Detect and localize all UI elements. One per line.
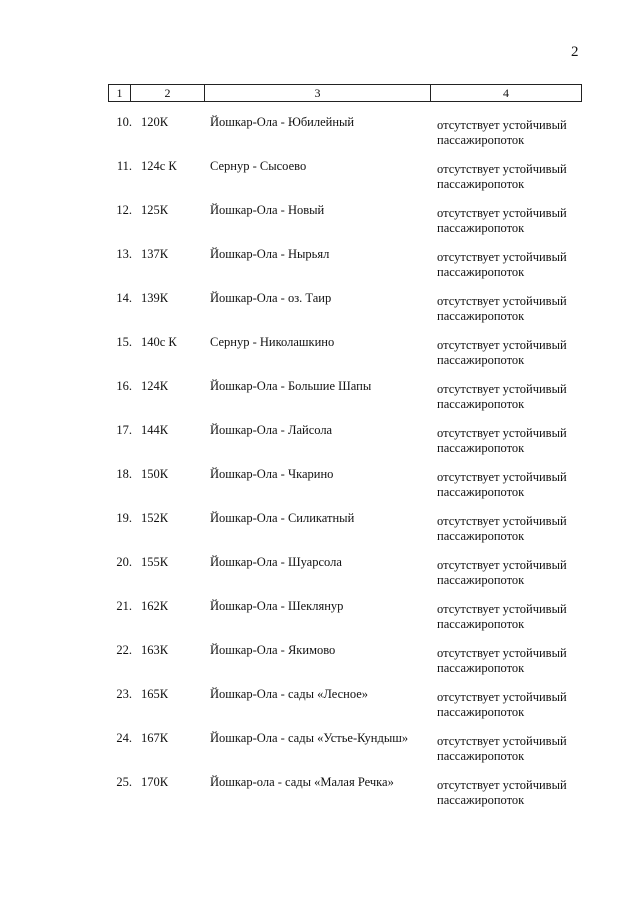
- route-status: отсутствует устойчивый пассажиропоток: [437, 734, 567, 763]
- row-number: 18.: [116, 467, 132, 481]
- table-header: [108, 84, 582, 102]
- route-name: Йошкар-Ола - Юбилейный: [210, 115, 355, 129]
- route-status: отсутствует устойчивый пассажиропоток: [437, 338, 567, 367]
- page-number: 2: [571, 44, 579, 60]
- route-status: отсутствует устойчивый пассажиропоток: [437, 690, 567, 719]
- route-code: 170К: [141, 775, 169, 789]
- route-code: 165К: [141, 687, 169, 701]
- route-name: Йошкар-Ола - сады «Лесное»: [210, 687, 369, 701]
- route-status: отсутствует устойчивый пассажиропоток: [437, 778, 567, 807]
- route-status: отсутствует устойчивый пассажиропоток: [437, 602, 567, 631]
- route-name: Сернур - Сысоево: [210, 159, 307, 173]
- route-status: отсутствует устойчивый пассажиропоток: [437, 250, 567, 279]
- route-name: Йошкар-ола - сады «Малая Речка»: [210, 775, 394, 789]
- table-row: [0, 555, 640, 599]
- route-name: Йошкар-Ола - Большие Шапы: [210, 379, 372, 393]
- table-row: [0, 687, 640, 731]
- table-row: [0, 247, 640, 291]
- route-code: 124с К: [141, 159, 177, 173]
- table-row: [0, 335, 640, 379]
- route-code: 137К: [141, 247, 169, 261]
- route-name: Сернур - Николашкино: [210, 335, 335, 349]
- route-status: отсутствует устойчивый пассажиропоток: [437, 382, 567, 411]
- table-row: [0, 379, 640, 423]
- table-row: [0, 775, 640, 819]
- route-status: отсутствует устойчивый пассажиропоток: [437, 514, 567, 543]
- route-code: 163К: [141, 643, 169, 657]
- route-code: 144К: [141, 423, 169, 437]
- route-status: отсутствует устойчивый пассажиропоток: [437, 206, 567, 235]
- row-number: 12.: [116, 203, 132, 217]
- route-name: Йошкар-Ола - Шуарсола: [210, 555, 342, 569]
- route-status: отсутствует устойчивый пассажиропоток: [437, 646, 567, 675]
- table-row: [0, 467, 640, 511]
- table-row: [0, 599, 640, 643]
- route-name: Йошкар-Ола - Чкарино: [210, 467, 334, 481]
- route-code: 124К: [141, 379, 169, 393]
- route-status: отсутствует устойчивый пассажиропоток: [437, 470, 567, 499]
- route-code: 139К: [141, 291, 169, 305]
- header-col-1: 1: [109, 85, 131, 101]
- row-number: 15.: [116, 335, 132, 349]
- route-code: 167К: [141, 731, 169, 745]
- route-name: Йошкар-Ола - оз. Таир: [210, 291, 332, 305]
- route-name: Йошкар-Ола - Лайсола: [210, 423, 333, 437]
- row-number: 14.: [116, 291, 132, 305]
- row-number: 13.: [116, 247, 132, 261]
- route-name: Йошкар-Ола - Новый: [210, 203, 325, 217]
- route-code: 152К: [141, 511, 169, 525]
- route-status: отсутствует устойчивый пассажиропоток: [437, 294, 567, 323]
- route-code: 162К: [141, 599, 169, 613]
- row-number: 25.: [116, 775, 132, 789]
- table-row: [0, 203, 640, 247]
- row-number: 16.: [116, 379, 132, 393]
- row-number: 21.: [116, 599, 132, 613]
- route-code: 125К: [141, 203, 169, 217]
- route-name: Йошкар-Ола - Шеклянур: [210, 599, 344, 613]
- table-body: [0, 115, 640, 819]
- route-code: 150К: [141, 467, 169, 481]
- table-row: [0, 731, 640, 775]
- route-code: 155К: [141, 555, 169, 569]
- row-number: 10.: [116, 115, 132, 129]
- route-status: отсутствует устойчивый пассажиропоток: [437, 426, 567, 455]
- header-col-2: 2: [131, 85, 205, 101]
- route-code: 120К: [141, 115, 169, 129]
- table-row: [0, 511, 640, 555]
- route-name: Йошкар-Ола - Якимово: [210, 643, 336, 657]
- table-row: [0, 423, 640, 467]
- route-name: Йошкар-Ола - Нырьял: [210, 247, 330, 261]
- table-row: [0, 115, 640, 159]
- table-row: [0, 643, 640, 687]
- header-col-4: 4: [431, 85, 582, 101]
- route-name: Йошкар-Ола - Силикатный: [210, 511, 355, 525]
- row-number: 17.: [116, 423, 132, 437]
- row-number: 24.: [116, 731, 132, 745]
- table-row: [0, 291, 640, 335]
- route-status: отсутствует устойчивый пассажиропоток: [437, 162, 567, 191]
- route-status: отсутствует устойчивый пассажиропоток: [437, 558, 567, 587]
- row-number: 20.: [116, 555, 132, 569]
- route-code: 140с К: [141, 335, 177, 349]
- row-number: 22.: [116, 643, 132, 657]
- row-number: 19.: [116, 511, 132, 525]
- row-number: 23.: [116, 687, 132, 701]
- table-row: [0, 159, 640, 203]
- header-col-3: 3: [205, 85, 431, 101]
- row-number: 11.: [116, 159, 132, 173]
- route-status: отсутствует устойчивый пассажиропоток: [437, 118, 567, 147]
- route-name: Йошкар-Ола - сады «Устье-Кундыш»: [210, 731, 409, 745]
